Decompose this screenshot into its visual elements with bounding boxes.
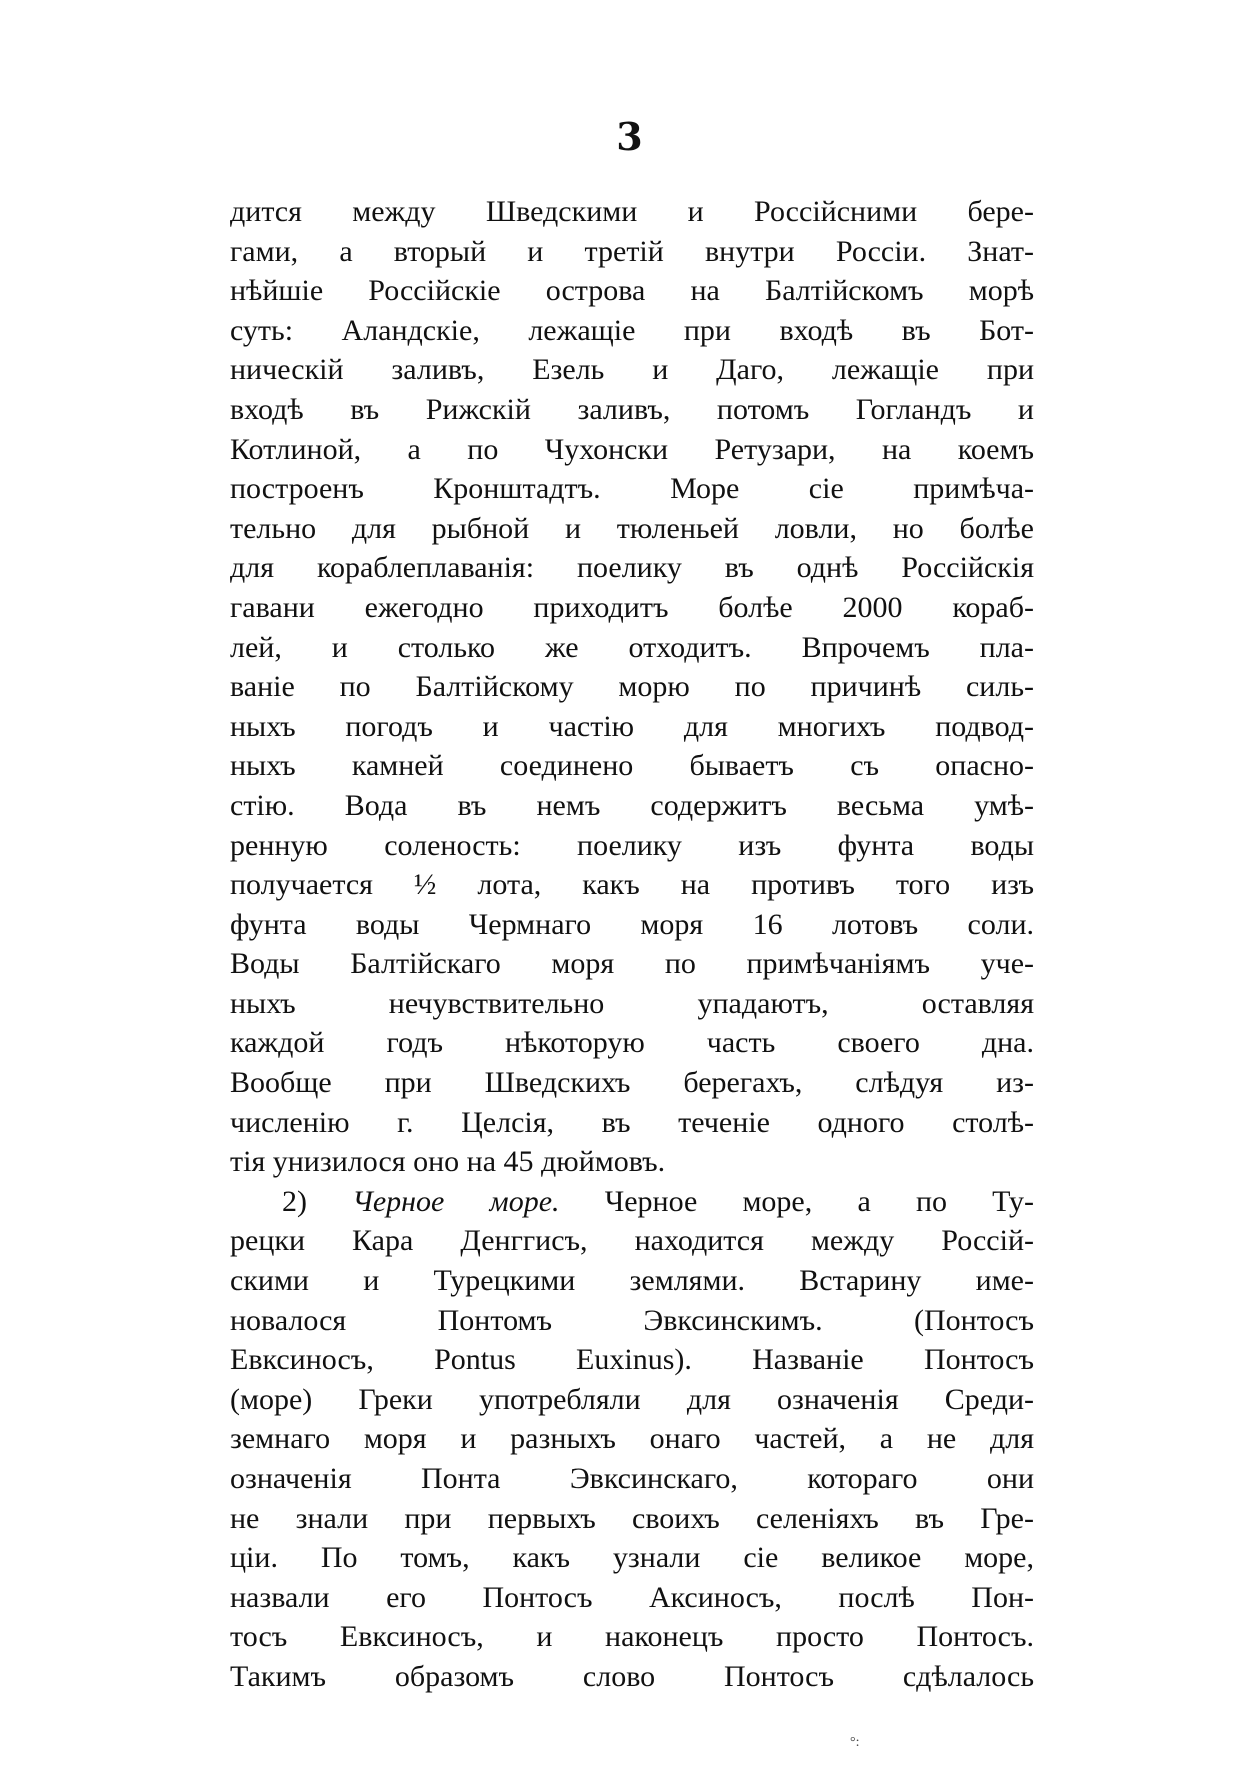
text-line: дится между Шведскими и Россійсними бере- xyxy=(230,195,1034,228)
text-line: тосъ Евксиносъ, и наконецъ просто Понтосъ. xyxy=(230,1620,1034,1654)
section-heading-line xyxy=(230,1182,1034,1222)
text-line: суть: Аландскіе, лежащіе при входѣ въ Бот- xyxy=(230,313,1034,347)
text-line: Вообще при Шведскихъ берегахъ, слѣдуя из- xyxy=(230,1066,1034,1100)
text-line: тельно для рыбной и тюленьей ловли, но болѣе xyxy=(230,511,1034,545)
text-line: рецки Кара Денггисъ, находится между Россій- xyxy=(230,1224,1034,1258)
text-line: стію. Вода въ немъ содержитъ весьма умѣ- xyxy=(230,788,1034,822)
text-line: получается ½ лота, какъ на противъ того изъ xyxy=(230,868,1034,902)
page-number: 3 xyxy=(616,114,643,159)
paragraph-black-sea xyxy=(230,1182,1034,1697)
text-line: означенія Понта Эвксинскаго, котораго они xyxy=(230,1462,1034,1495)
stray-print-mark: °: xyxy=(850,1735,860,1750)
text-line: Евксиносъ, Pontus Euxinus). Названіе Понтосъ xyxy=(230,1343,1034,1377)
text-line: ническій заливъ, Езель и Даго, лежащіе при xyxy=(230,353,1034,387)
text-line: ныхъ погодъ и частію для многихъ подвод- xyxy=(230,709,1034,743)
text-line: не знали при первыхъ своихъ селеніяхъ въ Гре- xyxy=(230,1501,1034,1535)
section-number: 2) xyxy=(282,1184,307,1218)
text-line: для кораблеплаванія: поелику въ однѣ Россійскія xyxy=(230,551,1034,585)
text-line-fragment: Черное море, а по Ту- xyxy=(604,1184,1034,1218)
text-line: гами, а вторый и третій внутри Россіи. Знат- xyxy=(230,234,1034,268)
text-line: лей, и столько же отходитъ. Впрочемъ пла- xyxy=(230,630,1034,664)
text-line: входѣ въ Рижскій заливъ, потомъ Гогландъ и xyxy=(230,392,1034,426)
text-line: нѣйшіе Россійскіе острова на Балтійскомъ морѣ xyxy=(230,274,1034,308)
text-line: ныхъ нечувствительно упадаютъ, оставляя xyxy=(230,986,1034,1020)
text-line: земнаго моря и разныхъ онаго частей, а не для xyxy=(230,1422,1034,1456)
text-line: тія унизилося оно на 45 дюймовъ. xyxy=(230,1145,666,1179)
text-line: построенъ Кронштадтъ. Море сіе примѣча- xyxy=(230,472,1034,506)
text-line: каждой годъ нѣкоторую часть своего дна. xyxy=(230,1026,1034,1060)
text-line: ренную соленость: поелику изъ фунта воды xyxy=(230,828,1034,862)
section-title: Черное море. xyxy=(352,1184,560,1218)
text-line: ваніе по Балтійскому морю по причинѣ силь- xyxy=(230,670,1034,704)
text-line: фунта воды Чермнаго моря 16 лотовъ соли. xyxy=(230,907,1034,941)
paragraph-baltic-sea xyxy=(230,192,1034,1182)
text-line: новалося Понтомъ Эвксинскимъ. (Понтосъ xyxy=(230,1303,1034,1337)
text-line: ныхъ камней соединено бываетъ съ опасно- xyxy=(230,749,1034,783)
text-line: Воды Балтійскаго моря по примѣчаніямъ уче- xyxy=(230,947,1034,981)
text-line: Котлиной, а по Чухонски Ретузари, на коемъ xyxy=(230,432,1034,466)
text-line: (море) Греки употребляли для означенія Среди- xyxy=(230,1382,1034,1416)
text-column xyxy=(230,192,1034,1697)
text-line: скими и Турецкими землями. Встарину име- xyxy=(230,1264,1034,1298)
text-line: ціи. По томъ, какъ узнали сіе великое море, xyxy=(230,1541,1034,1575)
text-line: численію г. Целсія, въ теченіе одного столѣ- xyxy=(230,1105,1034,1139)
text-line: назвали его Понтосъ Аксиносъ, послѣ Пон- xyxy=(230,1580,1034,1614)
text-line: гавани ежегодно приходитъ болѣе 2000 кораб- xyxy=(230,590,1034,624)
text-line: Такимъ образомъ слово Понтосъ сдѣлалось xyxy=(230,1659,1034,1693)
